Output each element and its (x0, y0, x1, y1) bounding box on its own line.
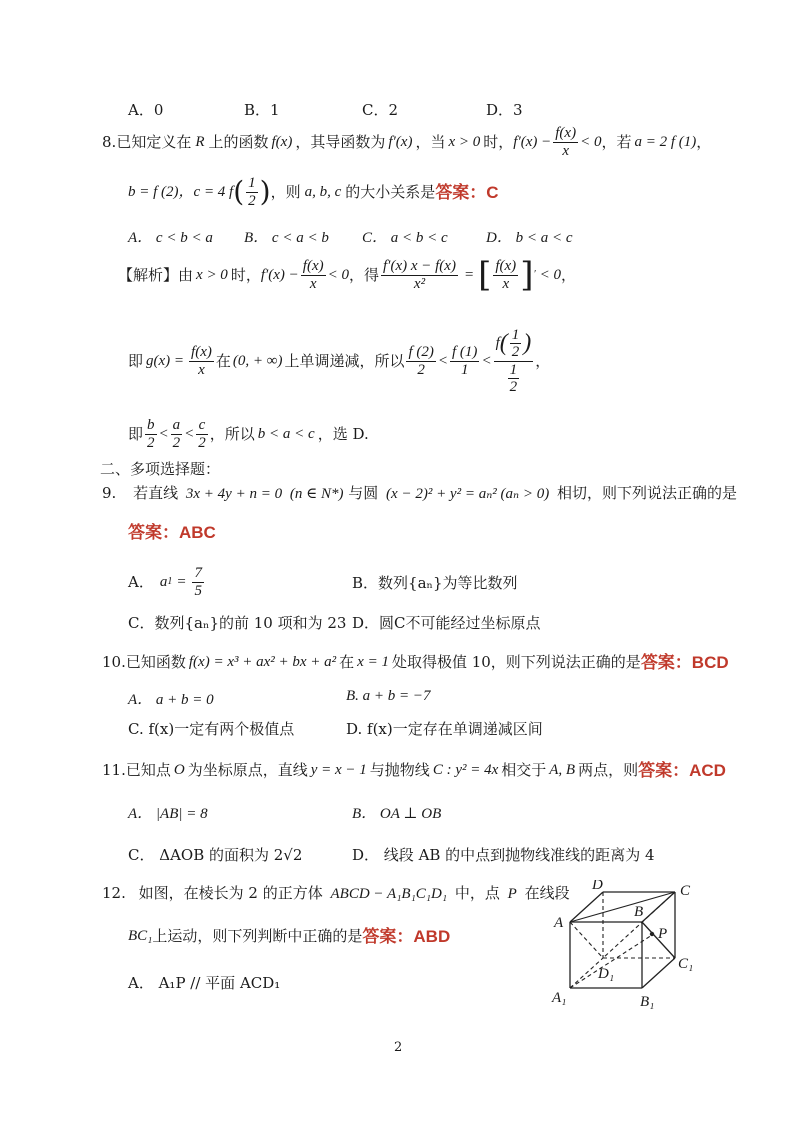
q8-text: ，则 (270, 182, 301, 201)
analysis-text: 时， (230, 265, 261, 284)
analysis-text: 由 (178, 265, 194, 284)
q12-option-a: A． A₁P // 平面 ACD₁ (128, 974, 281, 992)
label-d: D (592, 880, 603, 893)
q10-point: x = 1 (357, 654, 389, 670)
q11-o: O (173, 762, 185, 778)
q7-option-a: A．0 (128, 101, 164, 119)
q12-cube: ABCD − A₁B₁C₁D₁ (330, 886, 448, 902)
q9-stem (102, 486, 737, 502)
q9-option-a (128, 562, 206, 602)
q10-option-d: D. f(x)一定存在单调递减区间 (346, 720, 543, 738)
analysis-lt: < (158, 425, 169, 442)
analysis-text: 即 (128, 351, 144, 370)
label-b1: B₁ (640, 994, 655, 1010)
q11-text: 为坐标原点，直线 (187, 761, 308, 779)
q8-abc: a, b, c (304, 183, 342, 200)
analysis-g: g(x) = (146, 352, 185, 369)
analysis-text: 即 (128, 424, 144, 443)
q8-r: R (195, 133, 205, 150)
analysis-expr: f′(x) − (260, 266, 299, 283)
q8-c-eq: ，c = 4 f (178, 183, 234, 200)
q8-analysis-line2 (128, 318, 550, 404)
q12-text: 上运动，则下列判断中正确的是 (152, 927, 363, 945)
analysis-frac3: $\frac{f(x)}{x}$ (495, 258, 517, 292)
q9-option-d: D．圆C不可能经过坐标原点 (352, 614, 541, 632)
q8-b-eq: b = f (2) (128, 183, 179, 200)
analysis-k2: $\frac{a}{2}$ (172, 417, 181, 451)
label-c1: C₁ (678, 956, 694, 972)
q12-text: 在线段 (524, 884, 570, 902)
q8-ineq: < 0 (580, 133, 602, 150)
q11-text: 已知点 (125, 761, 171, 779)
q12-segment: BC₁ (128, 928, 153, 944)
q11-option-a: A． |AB| = 8 (128, 806, 208, 822)
analysis-h2: $\frac{f (1)}{1}$ (452, 344, 478, 378)
q9-cond: (n ∈ N*) (289, 486, 344, 502)
analysis-text: ， (561, 265, 577, 284)
q8-text: ，当 (415, 132, 446, 151)
analysis-k1: $\frac{b}{2}$ (147, 417, 155, 451)
q10-function: f(x) = x³ + ax² + bx + a² (188, 654, 337, 670)
q12-stem-line1 (102, 886, 570, 902)
q8-stem-line1 (102, 124, 711, 160)
analysis-lt: < (437, 352, 449, 369)
q8-cond: x > 0 (448, 133, 481, 150)
section-multiple-choice: 二、多项选择题： (100, 460, 221, 478)
q7-option-d: D．3 (486, 101, 523, 119)
q10-stem (102, 654, 729, 671)
q9-circle: (x − 2)² + y² = aₙ² (aₙ > 0) (386, 486, 550, 502)
q11-option-c: C． ΔAOB 的面积为 2√2 (128, 846, 303, 864)
q8-text: ， (696, 132, 712, 151)
analysis-lt: < (481, 352, 492, 369)
q11-answer: 答案：ACD (638, 761, 726, 780)
q8-number: 8. (102, 132, 117, 151)
q10-number: 10. (102, 653, 126, 671)
q12-text: 如图，在棱长为 2 的正方体 (138, 884, 323, 902)
q11-option-b: B． OA ⊥ OB (352, 806, 442, 822)
q12-text: 中，点 (454, 884, 500, 902)
q11-ab: A, B (549, 762, 576, 778)
analysis-cond: x > 0 (196, 266, 228, 283)
label-p: P (658, 926, 668, 942)
q9-number: 9. (102, 484, 117, 502)
q8-option-a: A． c < b < a (128, 230, 213, 246)
q10-text: 已知函数 (125, 653, 186, 671)
q8-half: $\frac{1}{2}$ (248, 175, 256, 209)
analysis-text: ，所以 (209, 424, 255, 443)
label-a1: A₁ (552, 990, 567, 1006)
q7-option-b: B．1 (244, 101, 280, 119)
q8-ineq: f′(x) − (513, 133, 552, 150)
q9-answer: 答案：ABC (128, 523, 216, 542)
q8-text: 上的函数 (208, 132, 269, 151)
q11-text: 两点，则 (578, 761, 639, 779)
q8-option-b: B． c < a < b (244, 230, 329, 246)
q9-option-a-var: a (159, 573, 168, 590)
q8-text: ，若 (601, 132, 632, 151)
q8-text: 的大小关系是 (345, 182, 436, 201)
analysis-text: ，选 D. (317, 424, 369, 443)
q10-text: 处取得极值 10，则下列说法正确的是 (391, 653, 641, 671)
q8-text: ，其导函数为 (295, 132, 386, 151)
q9-text: 若直线 (133, 484, 179, 502)
q10-answer: 答案：BCD (640, 653, 729, 672)
analysis-result: b < a < c (257, 425, 315, 442)
q12-number: 12. (102, 884, 126, 902)
q10-option-c: C. f(x)一定有两个极值点 (128, 720, 295, 738)
analysis-interval: (0, + ∞) (232, 352, 283, 369)
q8-fx: f(x) (271, 133, 293, 150)
q8-a-eq: a = 2 f (1) (634, 133, 697, 150)
analysis-prime: ′ (533, 269, 536, 280)
q8-option-c: C． a < b < c (362, 230, 448, 246)
analysis-h3: f ( $\frac{1}{2}$ ) $\frac{1}{2}$ (495, 326, 532, 395)
q11-parabola: C : y² = 4x (432, 762, 499, 778)
q8-option-d: D． b < a < c (486, 230, 573, 246)
q11-number: 11. (102, 761, 126, 779)
analysis-text: ，得 (349, 265, 380, 284)
q8-fpx: f′(x) (388, 133, 413, 150)
q11-option-d: D． 线段 AB 的中点到抛物线准线的距离为 4 (352, 846, 655, 864)
q9-option-c: C．数列{aₙ}的前 10 项和为 23 (128, 614, 347, 632)
analysis-text: ， (535, 351, 551, 370)
analysis-frac1: $\frac{f(x)}{x}$ (302, 258, 324, 292)
analysis-k3: $\frac{c}{2}$ (198, 417, 206, 451)
analysis-expr: < 0 (327, 266, 349, 283)
q8-text: 时， (483, 132, 514, 151)
q12-stem-line2 (128, 928, 450, 945)
label-d1: D₁ (598, 966, 615, 982)
analysis-text: 在 (215, 351, 231, 370)
edge-b1c1 (642, 958, 675, 988)
analysis-expr: < 0 (539, 266, 562, 283)
label-b: B (634, 904, 644, 920)
q9-text: 与圆 (348, 484, 379, 502)
q9-option-a-frac: $\frac{7}{5}$ (194, 565, 202, 599)
q9-text: 相切，则下列说法正确的是 (557, 484, 738, 502)
q12-answer: 答案：ABD (362, 927, 451, 946)
page-number: 2 (394, 1040, 403, 1055)
cube-figure (548, 880, 718, 1020)
q12-p: P (507, 886, 517, 902)
q10-option-a: A． a + b = 0 (128, 692, 214, 708)
label-a: A (554, 915, 564, 931)
q11-stem (102, 762, 726, 779)
q8-analysis-line1: 【解析】 由 x > 0 时， f′(x) − $\frac{f(x)}{x}$ < 0 ，得 $\frac{f'(x) x - f(x)}{\text{x²}}$ = [ $\frac{f(x)}{x}$ ] ′ < 0 ， (118, 255, 577, 295)
q11-line: y = x − 1 (310, 762, 367, 778)
q11-text: 与抛物线 (369, 761, 430, 779)
analysis-text: 上单调递减，所以 (284, 351, 405, 370)
analysis-h1: $\frac{f (2)}{2}$ (408, 344, 434, 378)
q7-option-c: C．2 (362, 101, 399, 119)
point-p (650, 932, 654, 936)
analysis-tag: 【解析】 (118, 265, 179, 284)
q8-text: 已知定义在 (116, 132, 192, 151)
q9-option-a-eq: = (176, 573, 187, 590)
diag-ad1 (570, 922, 603, 958)
q9-line: 3x + 4y + n = 0 (185, 486, 283, 502)
q10-text: 在 (339, 653, 355, 671)
q8-stem-line2: b = f (2) ，c = 4 f ( $\frac{1}{2}$ ) ，则 a, b, c 的大小关系是 答案：C (128, 175, 499, 209)
q9-option-a-label: A． (128, 572, 154, 591)
analysis-frac2: $\frac{f'(x) x - f(x)}{\text{x²}}$ (383, 258, 456, 292)
label-c: C (680, 883, 691, 899)
q8-answer: 答案：C (435, 182, 499, 202)
q9-option-b: B．数列{aₙ}为等比数列 (352, 574, 518, 592)
q10-option-b: B. a + b = −7 (346, 688, 431, 704)
q9-option-a-sub: 1 (167, 576, 173, 587)
analysis-gfrac: $\frac{f(x)}{x}$ (191, 344, 212, 378)
q8-fraction: $\frac{f(x)}{x}$ (555, 125, 577, 159)
q11-text: 相交于 (501, 761, 547, 779)
q8-analysis-line3 (128, 414, 369, 454)
analysis-lt: < (184, 425, 195, 442)
analysis-eq: = (463, 266, 475, 283)
